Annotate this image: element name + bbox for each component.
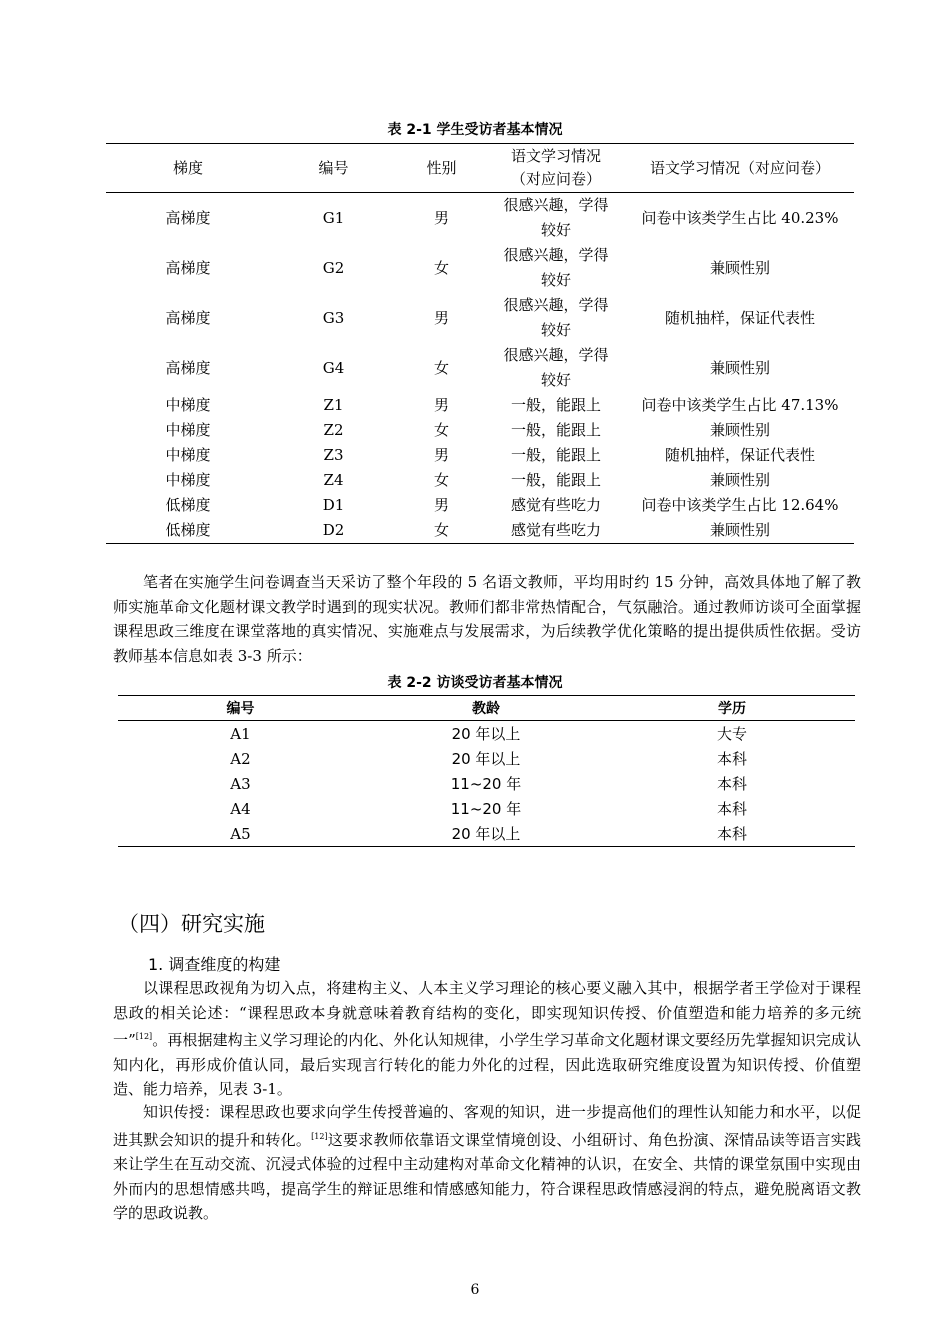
cell-gender: 女 xyxy=(433,471,449,489)
cell-status: 一般，能跟上 xyxy=(510,471,601,489)
citation: [12] xyxy=(135,1032,153,1041)
table-row xyxy=(118,746,855,771)
cell-grade: 中梯度 xyxy=(165,471,211,489)
cell-teaching-years: 11~20 年 xyxy=(450,800,522,818)
header-id: 编号 xyxy=(118,696,363,721)
cell-id: A1 xyxy=(230,724,251,743)
cell-education: 大专 xyxy=(716,725,747,743)
cell-status-line2: 较好 xyxy=(540,221,571,239)
cell-status xyxy=(486,243,626,293)
cell-note: 随机抽样，保证代表性 xyxy=(664,446,815,464)
cell-gender: 男 xyxy=(433,396,449,414)
student-interviewee-table xyxy=(106,143,854,544)
cell-id: D2 xyxy=(322,521,345,539)
cell-grade: 高梯度 xyxy=(165,208,211,227)
cell-gender: 女 xyxy=(433,421,449,439)
cell-education: 本科 xyxy=(716,825,747,843)
cell-gender: 女 xyxy=(433,258,449,277)
subsection-heading: 1. 调查维度的构建 xyxy=(148,955,281,974)
cell-id: A2 xyxy=(230,749,251,768)
paragraph-text: 以课程思政视角为切入点，将建构主义、人本主义学习理论的核心要义融入其中，根据学者王学俭对于课程思政的相关论述：“课程思政本身就意味着教育结构的变化，即实现知识传授、价值塑造和能力培养的多元统一” xyxy=(113,979,861,1049)
cell-teaching-years: 11~20 年 xyxy=(450,775,522,793)
cell-grade: 高梯度 xyxy=(165,258,211,277)
table-row xyxy=(106,243,854,293)
table-row xyxy=(118,821,855,847)
cell-status: 感觉有些吃力 xyxy=(510,496,601,514)
cell-grade: 中梯度 xyxy=(165,446,211,464)
cell-note: 兼顾性别 xyxy=(709,521,770,539)
cell-gender: 女 xyxy=(433,521,449,539)
cell-education: 本科 xyxy=(716,750,747,768)
header-study-status-note: 语文学习情况（对应问卷） xyxy=(626,144,854,193)
table-row xyxy=(118,796,855,821)
cell-id: D1 xyxy=(322,496,345,514)
cell-status: 感觉有些吃力 xyxy=(510,521,601,539)
cell-note: 兼顾性别 xyxy=(709,471,770,489)
citation: [12] xyxy=(311,1131,328,1141)
cell-grade: 中梯度 xyxy=(165,396,211,414)
table-row xyxy=(118,721,855,747)
cell-id: A3 xyxy=(230,774,251,793)
cell-id: G3 xyxy=(322,308,345,327)
cell-grade: 高梯度 xyxy=(165,308,211,327)
table-row xyxy=(106,393,854,418)
cell-gender: 男 xyxy=(433,496,449,514)
cell-status xyxy=(486,193,626,244)
header-grade: 梯度 xyxy=(106,144,270,193)
cell-status-line2: 较好 xyxy=(540,321,571,339)
table-row xyxy=(106,518,854,544)
header-teaching-years: 教龄 xyxy=(363,696,609,721)
cell-id: Z1 xyxy=(323,396,344,414)
cell-gender: 男 xyxy=(433,208,449,227)
table-header-row xyxy=(118,696,855,721)
paragraph-text: 。再根据建构主义学习理论的内化、外化认知规律，小学生学习革命文化题材课文要经历先掌握知识完成认知内化，再形成价值认同，最后实现言行转化的能力外化的过程，因此选取研究维度设置为知识传授、价值塑造、能力培养，见表 3-1。 xyxy=(113,1031,861,1098)
table-row xyxy=(118,771,855,796)
cell-grade: 低梯度 xyxy=(165,496,211,514)
teacher-interview-paragraph: 笔者在实施学生问卷调查当天采访了整个年段的 5 名语文教师，平均用时约 15 分钟，高效具体地了解了教师实施革命文化题材课文教学时遇到的现实状况。教师们都非常热情配合，气氛融洽。通过教师访谈可全面掌握课程思政三维度在课堂落地的真实情况、实施难点与发展需求，为后续教学优化策略的提出提供质性依据。受访教师基本信息如表 3-3 所示： xyxy=(113,573,861,665)
cell-note: 问卷中该类学生占比 47.13% xyxy=(641,396,839,414)
cell-note: 问卷中该类学生占比 40.23% xyxy=(641,208,839,227)
cell-gender: 男 xyxy=(433,446,449,464)
table-row xyxy=(106,493,854,518)
knowledge-transfer-paragraph xyxy=(113,1100,861,1226)
cell-grade: 低梯度 xyxy=(165,521,211,539)
cell-note: 兼顾性别 xyxy=(709,358,770,377)
cell-status-line1: 很感兴趣，学得 xyxy=(503,346,609,364)
cell-id: Z2 xyxy=(323,421,344,439)
header-study-status-line1: 语文学习情况 xyxy=(510,147,601,165)
cell-gender: 男 xyxy=(433,308,449,327)
header-id: 编号 xyxy=(270,144,397,193)
cell-id: Z4 xyxy=(323,471,344,489)
cell-status-line1: 很感兴趣，学得 xyxy=(503,196,609,214)
table-row xyxy=(106,193,854,244)
cell-id: Z3 xyxy=(323,446,344,464)
cell-status: 一般，能跟上 xyxy=(510,446,601,464)
cell-status xyxy=(486,293,626,343)
paragraph-text: 这要求教师依靠语文课堂情境创设、小组研讨、角色扮演、深情品读等语言实践来让学生在互动交流、沉浸式体验的过程中主动建构对革命文化精神的认识，在安全、共情的课堂氛围中实现由外而内的思想情感共鸣，提高学生的辩证思维和情感感知能力，符合课程思政情感浸润的特点，避免脱离语文教学的思政说教。 xyxy=(113,1130,861,1222)
cell-status-line1: 很感兴趣，学得 xyxy=(503,246,609,264)
header-education: 学历 xyxy=(609,696,855,721)
table-row xyxy=(106,418,854,443)
cell-status: 一般，能跟上 xyxy=(510,421,601,439)
cell-status-line1: 很感兴趣，学得 xyxy=(503,296,609,314)
table-row xyxy=(106,443,854,468)
header-gender: 性别 xyxy=(397,144,486,193)
table2-caption: 表 2-2 访谈受访者基本情况 xyxy=(387,675,563,691)
paragraph-text: 知识传授：课程思政也要求向学生传授普遍的、客观的知识，进一步提高他们的理性认知能力和水平，以促进其默会知识的提升和转化。 xyxy=(113,1103,861,1149)
table-header-row xyxy=(106,144,854,193)
cell-id: G1 xyxy=(322,208,345,227)
header-study-status-line2: （对应问卷） xyxy=(510,170,601,188)
cell-teaching-years: 20 年以上 xyxy=(451,825,521,843)
cell-teaching-years: 20 年以上 xyxy=(451,750,521,768)
cell-id: G2 xyxy=(322,258,345,277)
cell-education: 本科 xyxy=(716,800,747,818)
dimension-construction-paragraph xyxy=(113,976,861,1102)
cell-note: 兼顾性别 xyxy=(709,421,770,439)
cell-note: 随机抽样，保证代表性 xyxy=(664,308,815,327)
section-heading: （四）研究实施 xyxy=(118,912,265,936)
table-row xyxy=(106,293,854,343)
page-number: 6 xyxy=(470,1282,480,1298)
table-row xyxy=(106,343,854,393)
cell-grade: 中梯度 xyxy=(165,421,211,439)
cell-status-line2: 较好 xyxy=(540,271,571,289)
cell-status-line2: 较好 xyxy=(540,371,571,389)
cell-id: G4 xyxy=(322,358,345,377)
table1-caption: 表 2-1 学生受访者基本情况 xyxy=(387,122,563,138)
teacher-interviewee-table xyxy=(118,695,855,847)
cell-note: 问卷中该类学生占比 12.64% xyxy=(641,496,839,514)
table-row xyxy=(106,468,854,493)
cell-teaching-years: 20 年以上 xyxy=(451,725,521,743)
cell-status xyxy=(486,343,626,393)
cell-id: A4 xyxy=(230,799,251,818)
cell-education: 本科 xyxy=(716,775,747,793)
cell-id: A5 xyxy=(230,824,251,843)
cell-grade: 高梯度 xyxy=(165,358,211,377)
cell-note: 兼顾性别 xyxy=(709,258,770,277)
cell-status: 一般，能跟上 xyxy=(510,396,601,414)
header-study-status xyxy=(486,144,626,193)
cell-gender: 女 xyxy=(433,358,449,377)
